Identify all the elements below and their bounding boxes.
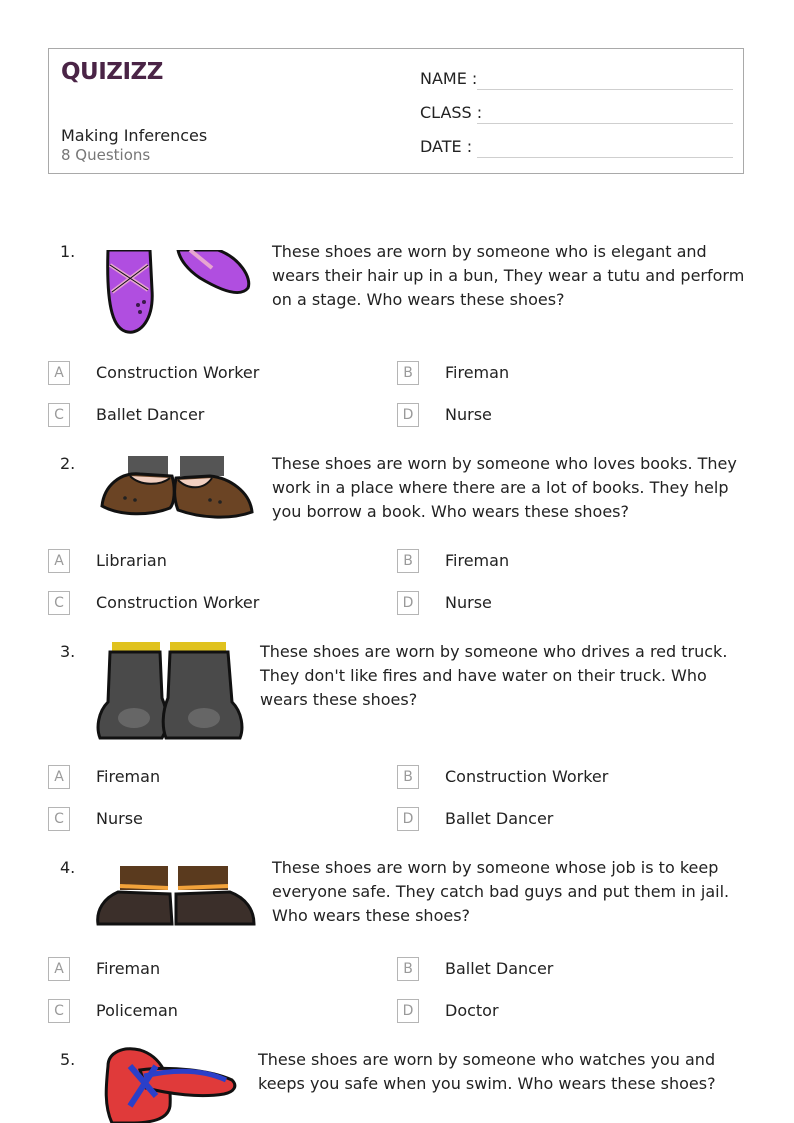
question-number: 2. (60, 454, 76, 473)
option-letter[interactable]: C (48, 403, 70, 427)
worksheet-header (48, 48, 744, 174)
option-text[interactable]: Fireman (96, 959, 161, 978)
option-text[interactable]: Ballet Dancer (445, 809, 554, 828)
option-letter[interactable]: C (48, 591, 70, 615)
option-text[interactable]: Policeman (96, 1001, 178, 1020)
question-number: 4. (60, 858, 76, 877)
option-text[interactable]: Doctor (445, 1001, 499, 1020)
option-letter[interactable]: B (397, 765, 419, 789)
option-letter[interactable]: D (397, 807, 419, 831)
option-letter[interactable]: D (397, 591, 419, 615)
option-letter[interactable]: C (48, 999, 70, 1023)
date-label: DATE : (420, 137, 473, 156)
question-number: 1. (60, 242, 76, 261)
question-text: These shoes are worn by someone who watches you and keeps you safe when you swim. Who wears these shoes? (258, 1050, 716, 1093)
name-field[interactable] (477, 89, 733, 90)
option-letter[interactable]: A (48, 549, 70, 573)
quizizz-logo: QUIZIZZ (61, 59, 163, 85)
option-letter[interactable]: D (397, 403, 419, 427)
question-number: 5. (60, 1050, 76, 1069)
option-text[interactable]: Construction Worker (445, 767, 609, 786)
option-letter[interactable]: D (397, 999, 419, 1023)
flip-flops-image (100, 1046, 240, 1123)
option-text[interactable]: Fireman (96, 767, 161, 786)
question-text: These shoes are worn by someone who drives a red truck. They don't like fires and have water on their truck. Who wears these shoes? (260, 642, 728, 709)
option-letter[interactable]: B (397, 957, 419, 981)
police-shoes-image (96, 866, 256, 928)
option-text[interactable]: Librarian (96, 551, 167, 570)
class-field[interactable] (477, 123, 733, 124)
brown-flat-shoes-image (100, 456, 255, 522)
worksheet-title: Making Inferences (61, 126, 208, 145)
option-letter[interactable]: C (48, 807, 70, 831)
option-text[interactable]: Construction Worker (96, 593, 260, 612)
option-text[interactable]: Ballet Dancer (445, 959, 554, 978)
question-text: These shoes are worn by someone whose job is to keep everyone safe. They catch bad guys and put them in jail. Who wears these shoes? (272, 858, 730, 925)
option-text[interactable]: Ballet Dancer (96, 405, 205, 424)
ballet-shoes-image (100, 250, 255, 335)
option-text[interactable]: Fireman (445, 551, 510, 570)
option-letter[interactable]: A (48, 765, 70, 789)
question-text: These shoes are worn by someone who is elegant and wears their hair up in a bun, They wear a tutu and perform on a stage. Who wears these shoes? (272, 242, 745, 309)
question-number: 3. (60, 642, 76, 661)
option-letter[interactable]: A (48, 361, 70, 385)
date-field[interactable] (477, 157, 733, 158)
question-text: These shoes are worn by someone who loves books. They work in a place where there are a lot of books. They help you borrow a book. Who wears these shoes? (272, 454, 737, 521)
option-letter[interactable]: A (48, 957, 70, 981)
option-letter[interactable]: B (397, 361, 419, 385)
option-text[interactable]: Construction Worker (96, 363, 260, 382)
name-label: NAME : (420, 69, 478, 88)
black-boots-image (96, 642, 244, 742)
option-text[interactable]: Nurse (445, 593, 492, 612)
question-count: 8 Questions (61, 146, 151, 164)
option-text[interactable]: Nurse (445, 405, 492, 424)
option-letter[interactable]: B (397, 549, 419, 573)
option-text[interactable]: Nurse (96, 809, 143, 828)
class-label: CLASS : (420, 103, 483, 122)
option-text[interactable]: Fireman (445, 363, 510, 382)
